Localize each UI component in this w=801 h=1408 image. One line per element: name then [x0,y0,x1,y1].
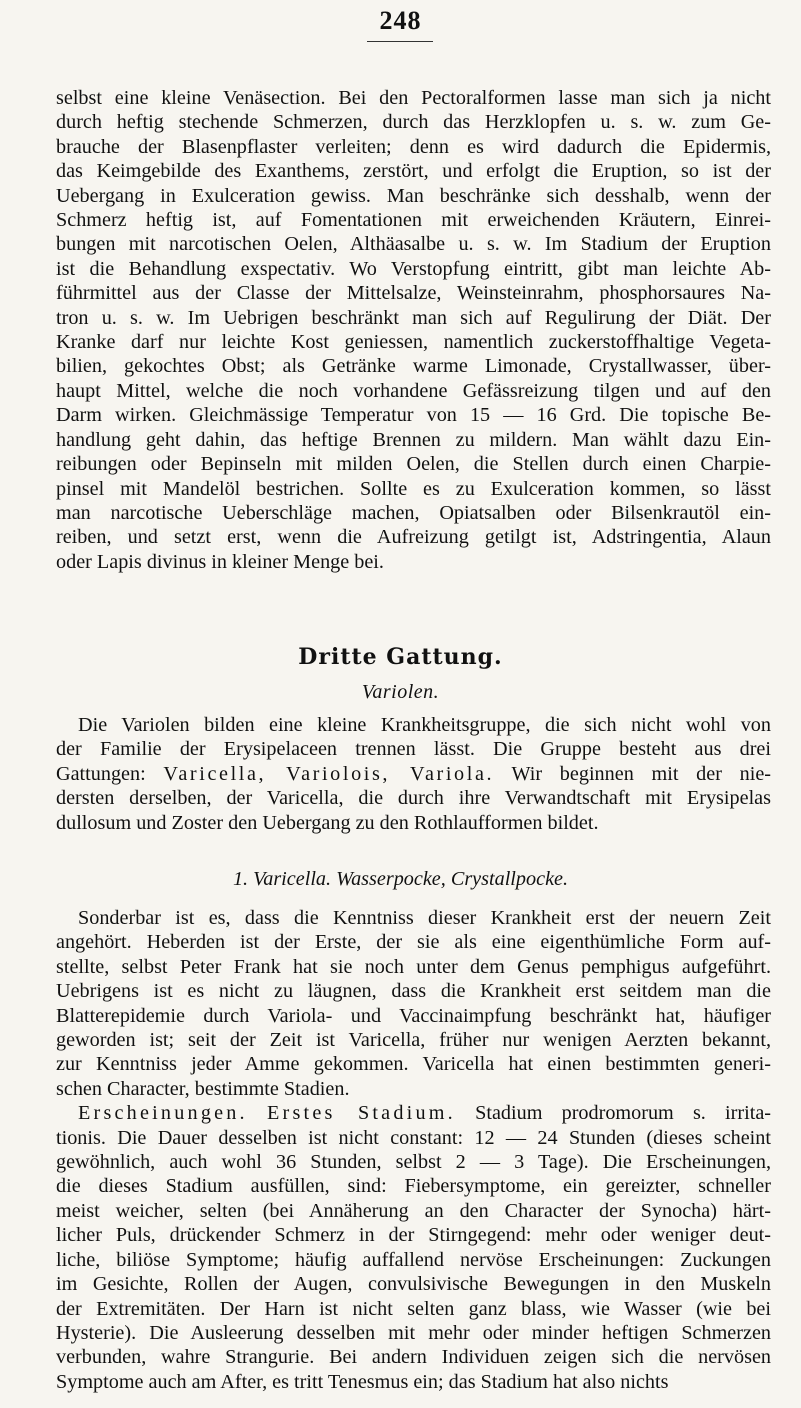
text-span: Gattungen: [56,762,164,785]
text-line: man narcotische Ueberschläge machen, Opiatsalben oder Bilsenkrautöl ein- [56,501,771,524]
text-line: durch heftig stechende Schmerzen, durch das Herzklopfen u. s. w. zum Ge- [56,111,771,134]
text-line: Hysterie). Die Ausleerung desselben mit mehr oder minder heftigen Schmerzen [56,1321,771,1344]
text-line: Blatterepidemie durch Variola- und Vaccinaimpfung beschränkt hat, häufiger [56,1004,771,1027]
section-title: Variolen. [361,681,440,703]
text-line: Sonderbar ist es, dass die Kenntniss dieser Krankheit erst der neuern Zeit [78,907,771,929]
section1-paragraph [56,86,771,574]
text-line: schen Character, bestimmte Stadien. [56,1077,350,1100]
text-line: tionis. Die Dauer desselben ist nicht constant: 12 — 24 Stunden (dieses scheint [56,1126,771,1149]
text-line: die dieses Stadium ausfüllen, sind: Fiebersymptome, ein gereizter, schneller [56,1175,771,1198]
text-span: Stadium prodromorum s. irrita- [455,1102,771,1125]
text-line: licher Puls, drückender Schmerz in der Stirngegend: mehr oder weniger deut- [56,1224,771,1247]
text-line: brauche der Blasenpflaster verleiten; denn es wird dadurch die Epidermis, [56,135,771,158]
text-line: Darm wirken. Gleichmässige Temperatur von 15 — 16 Grd. Die topische Be- [56,404,771,427]
text-line: reibungen oder Bepinseln mit milden Oelen, die Stellen durch einen Charpie- [56,453,771,476]
text-line: haupt Mittel, welche die noch vorhandene Gefässreizung tilgen und auf den [56,379,771,402]
text-line: Uebrigens ist es nicht zu läugnen, dass die Krankheit erst seitdem man die [56,980,771,1003]
text-line: ist die Behandlung exspectativ. Wo Verstopfung eintritt, gibt man leichte Ab- [56,257,771,280]
text-line: Die Variolen bilden eine kleine Krankheitsgruppe, die sich nicht wohl von [78,714,771,736]
text-line: Symptome auch am After, es tritt Tenesmus ein; das Stadium hat also nichts [56,1370,669,1393]
text-line: geworden ist; seit der Zeit ist Varicella, früher nur wenigen Aerzten bekannt, [56,1029,771,1052]
text-line: oder Lapis divinus in kleiner Menge bei. [56,550,384,573]
text-line: der Familie der Erysipelaceen trennen lässt. Die Gruppe besteht aus drei [56,738,771,761]
spaced-term: Erstes Stadium. [267,1102,456,1125]
text-line: dersten derselben, der Varicella, die durch ihre Verwandtschaft mit Erysipelas [56,787,771,810]
text-line: gewöhnlich, auch wohl 36 Stunden, selbst 2 — 3 Tage). Die Erscheinungen, [56,1151,771,1174]
genera-list: Varicella, Variolois, Variola. [163,762,495,785]
text-line: reiben, und setzt erst, wenn die Aufreizung getilgt ist, Adstringentia, Alaun [56,526,771,549]
text-line: der Extremitäten. Der Harn ist nicht selten ganz blass, wie Wasser (wie bei [56,1297,771,1320]
text-line: Kranke darf nur leichte Kost geniessen, namentlich zuckerstoffhaltige Vegeta- [56,331,771,354]
text-line: pinsel mit Mandelöl bestrichen. Sollte es zu Exulceration kommen, so lässt [56,477,771,500]
text-line: bilien, gekochtes Obst; als Getränke warme Limonade, Crystallwasser, über- [56,355,771,378]
text-line: dullosum und Zoster den Uebergang zu den Rothlaufformen bildet. [56,811,599,834]
section-order-heading: Dritte Gattung. [298,644,503,670]
text-line: liche, biliöse Symptome; häufig auffallend nervöse Erscheinungen: Zuckungen [56,1248,771,1271]
section2-paragraph [56,713,771,835]
page-number-rule [367,41,433,42]
text-line: Uebergang in Exulceration gewiss. Man beschränke sich desshalb, wenn der [56,184,771,207]
text-line: führmittel aus der Classe der Mittelsalze, Weinsteinrahm, phosphorsaures Na- [56,282,771,305]
text-line: tron u. s. w. Im Uebrigen beschränkt man sich auf Regulirung der Diät. Der [56,306,771,329]
text-line: zur Kenntniss jeder Amme gekommen. Varicella hat einen bestimmten generi- [56,1053,771,1076]
text-line: das Keimgebilde des Exanthems, zerstört, und erfolgt die Eruption, so ist der [56,160,771,183]
text-line [56,762,771,786]
text-line: stellte, selbst Peter Frank hat sie noch unter dem Genus pemphigus aufgeführt. [56,955,771,978]
text-line: verbunden, wahre Strangurie. Bei andern Individuen zeigen sich die nervösen [56,1346,771,1369]
page-number: 248 [379,6,422,35]
subsection-heading: 1. Varicella. Wasserpocke, Crystallpocke. [232,868,569,890]
text-span: Wir beginnen mit der nie- [494,762,772,785]
text-line [56,1101,771,1125]
text-line: im Gesichte, Rollen der Augen, convulsivische Bewegungen in den Muskeln [56,1273,771,1296]
spaced-term: Erscheinungen. [78,1102,248,1125]
text-line: Schmerz heftig ist, auf Fomentationen mit erweichenden Kräutern, Einrei- [56,209,771,232]
text-line: meist weicher, selten (bei Annäherung an den Character der Synocha) härt- [56,1199,771,1222]
text-line: bungen mit narcotischen Oelen, Althäasalbe u. s. w. Im Stadium der Eruption [56,233,771,256]
section3-paragraph [56,906,771,1394]
text-line: handlung geht dahin, das heftige Brennen zu mildern. Man wählt dazu Ein- [56,428,771,451]
text-line: angehört. Heberden ist der Erste, der sie als eine eigenthümliche Form auf- [56,931,771,954]
text-line: selbst eine kleine Venäsection. Bei den Pectoralformen lasse man sich ja nicht [56,87,771,109]
